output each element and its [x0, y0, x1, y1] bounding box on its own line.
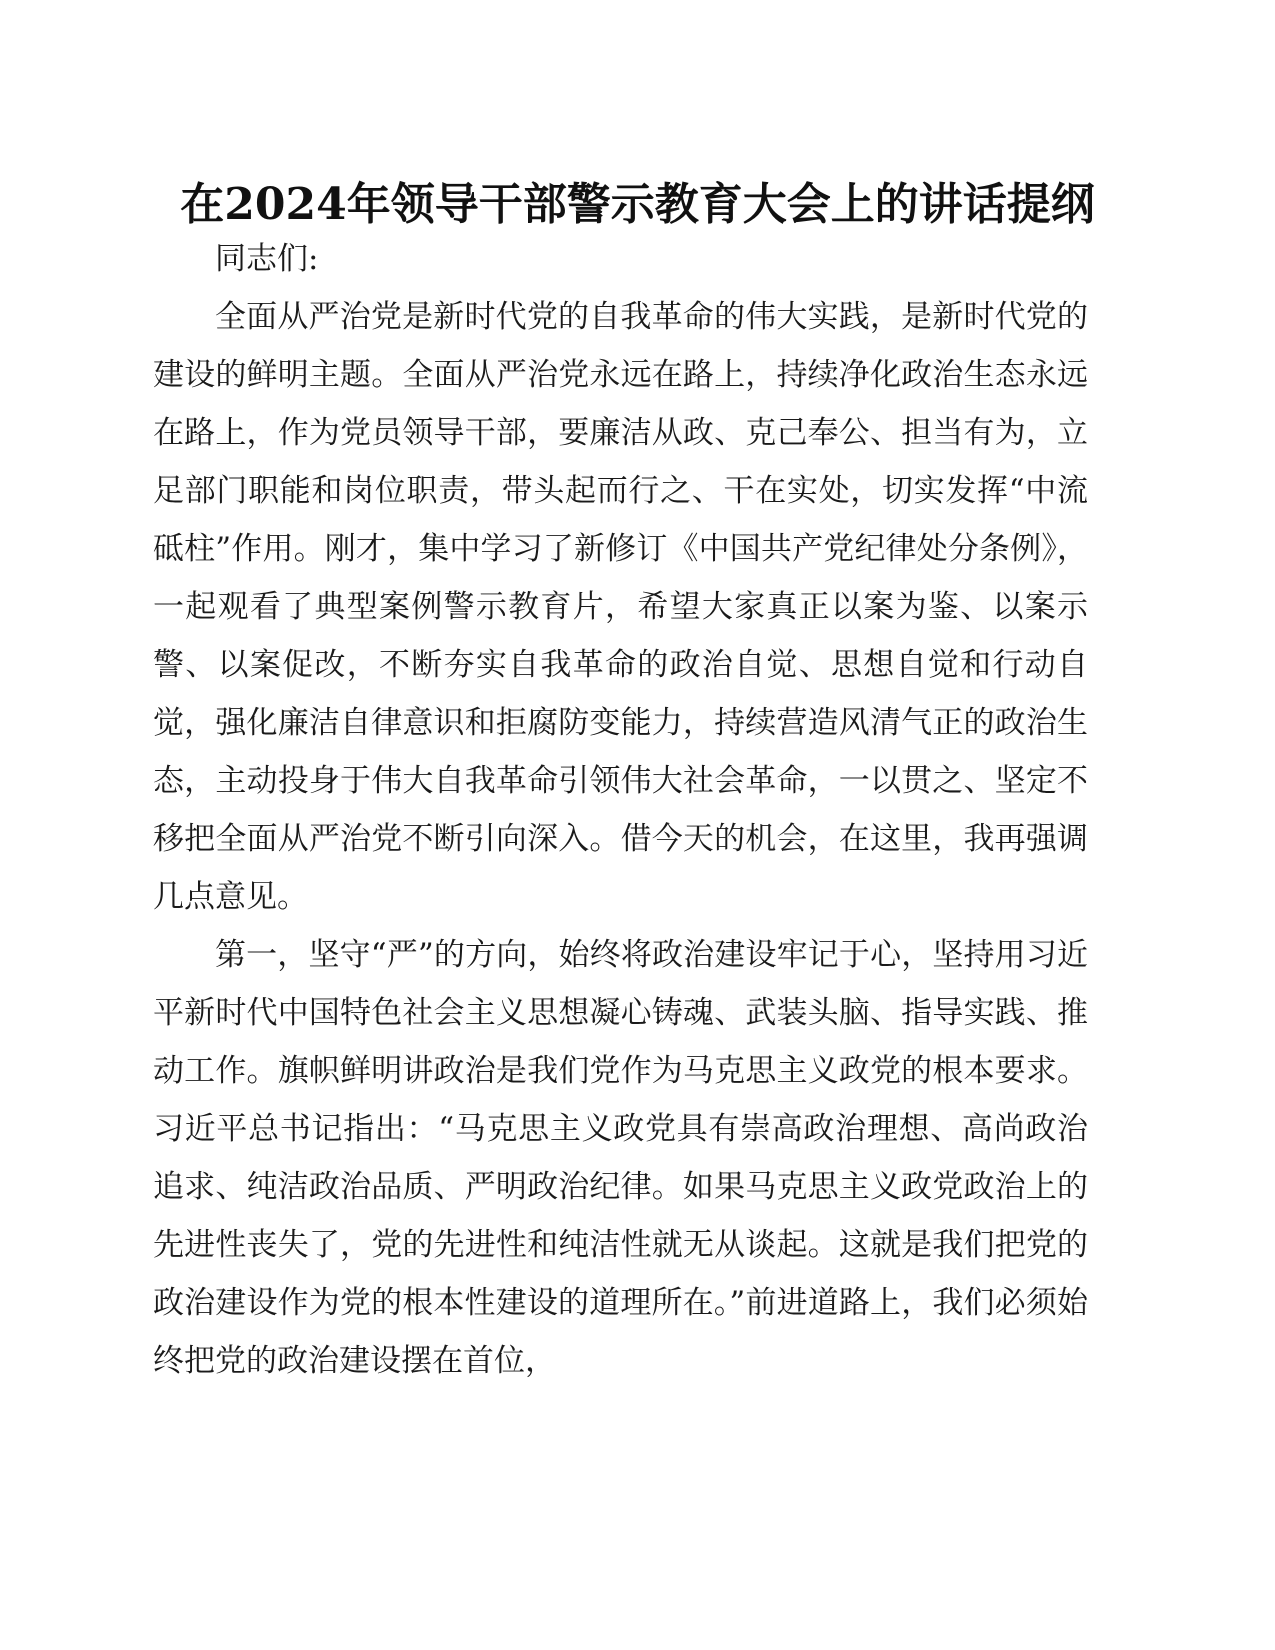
document-body: [153, 230, 1088, 1390]
document-title: 在2024年领导干部警示教育大会上的讲话提纲: [180, 179, 1095, 230]
paragraph: 第一，坚守“严”的方向，始终将政治建设牢记于心，坚持用习近平新时代中国特色社会主义思想凝心铸魂、武装头脑、指导实践、推动工作。旗帜鲜明讲政治是我们党作为马克思主义政党的根本要求。习近平总书记指出：“马克思主义政党具有崇高政治理想、高尚政治追求、纯洁政治品质、严明政治纪律。如果马克思主义政党政治上的先进性丧失了，党的先进性和纯洁性就无从谈起。这就是我们把党的政治建设作为党的根本性建设的道理所在。”前进道路上，我们必须始终把党的政治建设摆在首位，: [153, 937, 1088, 1379]
salutation: 同志们:: [215, 241, 319, 277]
paragraph: 全面从严治党是新时代党的自我革命的伟大实践，是新时代党的建设的鲜明主题。全面从严治党永远在路上，持续净化政治生态永远在路上，作为党员领导干部，要廉洁从政、克己奉公、担当有为，立足部门职能和岗位职责，带头起而行之、干在实处，切实发挥“中流砥柱”作用。刚才，集中学习了新修订《中国共产党纪律处分条例》，一起观看了典型案例警示教育片，希望大家真正以案为鉴、以案示警、以案促改，不断夯实自我革命的政治自觉、思想自觉和行动自觉，强化廉洁自律意识和拒腐防变能力，持续营造风清气正的政治生态，主动投身于伟大自我革命引领伟大社会革命，一以贯之、坚定不移把全面从严治党不断引向深入。借今天的机会，在这里，我再强调几点意见。: [153, 299, 1088, 915]
